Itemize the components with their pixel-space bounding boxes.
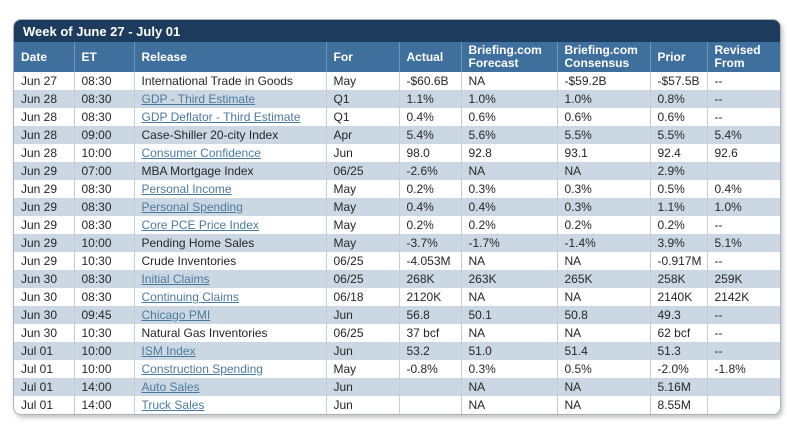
cell-consensus: 265K bbox=[557, 270, 650, 288]
cell-date: Jun 30 bbox=[14, 306, 74, 324]
table-row bbox=[14, 198, 781, 216]
cell-date: Jun 30 bbox=[14, 324, 74, 342]
cell-release bbox=[134, 90, 326, 108]
cell-forecast: 0.2% bbox=[461, 216, 557, 234]
cell-for: 06/25 bbox=[326, 252, 399, 270]
cell-consensus: NA bbox=[557, 252, 650, 270]
cell-date: Jun 29 bbox=[14, 162, 74, 180]
cell-revised: -- bbox=[714, 308, 723, 322]
cell-consensus: 51.4 bbox=[557, 342, 650, 360]
cell-revised: -- bbox=[714, 110, 723, 124]
cell-et: 10:00 bbox=[74, 144, 134, 162]
cell-forecast: NA bbox=[461, 72, 557, 90]
table-row bbox=[14, 216, 781, 234]
cell-for: Jun bbox=[326, 342, 399, 360]
cell-for: 06/18 bbox=[326, 288, 399, 306]
cell-prior: -0.917M bbox=[650, 252, 707, 270]
table-row bbox=[14, 342, 781, 360]
cell-consensus: 0.5% bbox=[557, 360, 650, 378]
cell-prior: 0.8% bbox=[650, 90, 707, 108]
cell-release bbox=[134, 360, 326, 378]
column-header-release: Release bbox=[134, 42, 326, 72]
cell-actual: 5.4% bbox=[399, 126, 461, 144]
cell-date: Jun 29 bbox=[14, 234, 74, 252]
cell-actual: -4.053M bbox=[399, 252, 461, 270]
cell-prior: 0.6% bbox=[650, 108, 707, 126]
cell-consensus: 93.1 bbox=[557, 144, 650, 162]
table-row bbox=[14, 306, 781, 324]
release-link[interactable]: Truck Sales bbox=[141, 398, 205, 412]
cell-et: 10:30 bbox=[74, 252, 134, 270]
cell-actual: 268K bbox=[399, 270, 461, 288]
cell-actual: 0.2% bbox=[399, 216, 461, 234]
cell-consensus: NA bbox=[557, 288, 650, 306]
cell-release bbox=[134, 234, 326, 252]
cell-et: 10:00 bbox=[74, 342, 134, 360]
cell-revised: -- bbox=[714, 254, 723, 268]
cell-et: 14:00 bbox=[74, 396, 134, 414]
cell-forecast: 51.0 bbox=[461, 342, 557, 360]
cell-consensus: -1.4% bbox=[557, 234, 650, 252]
cell-release bbox=[134, 378, 326, 396]
table-row bbox=[14, 324, 781, 342]
table-row bbox=[14, 252, 781, 270]
cell-revised: -- bbox=[714, 326, 723, 340]
column-header-for: For bbox=[326, 42, 399, 72]
cell-prior: -$57.5B bbox=[650, 72, 707, 90]
cell-actual bbox=[399, 396, 461, 414]
cell-date: Jul 01 bbox=[14, 378, 74, 396]
cell-consensus: 0.3% bbox=[557, 198, 650, 216]
cell-prior: 92.4 bbox=[650, 144, 707, 162]
cell-release bbox=[134, 306, 326, 324]
cell-actual: 53.2 bbox=[399, 342, 461, 360]
cell-prior: 0.5% bbox=[650, 180, 707, 198]
cell-for: Jun bbox=[326, 144, 399, 162]
cell-date: Jun 29 bbox=[14, 180, 74, 198]
cell-consensus: -$59.2B bbox=[557, 72, 650, 90]
table-row bbox=[14, 378, 781, 396]
cell-consensus: 5.5% bbox=[557, 126, 650, 144]
cell-et: 08:30 bbox=[74, 198, 134, 216]
cell-actual: 98.0 bbox=[399, 144, 461, 162]
cell-prior: 49.3 bbox=[650, 306, 707, 324]
cell-et: 10:00 bbox=[74, 360, 134, 378]
cell-et: 07:00 bbox=[74, 162, 134, 180]
release-link[interactable]: Continuing Claims bbox=[141, 290, 239, 304]
cell-et: 10:30 bbox=[74, 324, 134, 342]
release-text: MBA Mortgage Index bbox=[141, 164, 254, 178]
cell-consensus: 1.0% bbox=[557, 90, 650, 108]
cell-revised: -- bbox=[714, 218, 723, 232]
cell-prior: -2.0% bbox=[650, 360, 707, 378]
table-row bbox=[14, 180, 781, 198]
cell-revised: -1.8% bbox=[714, 362, 746, 376]
cell-release bbox=[134, 252, 326, 270]
cell-actual bbox=[399, 378, 461, 396]
cell-et: 09:00 bbox=[74, 126, 134, 144]
cell-consensus: NA bbox=[557, 162, 650, 180]
cell-prior: 2140K bbox=[650, 288, 707, 306]
release-text: Pending Home Sales bbox=[141, 236, 255, 250]
table-row bbox=[14, 270, 781, 288]
cell-prior: 258K bbox=[650, 270, 707, 288]
release-text: Natural Gas Inventories bbox=[141, 326, 268, 340]
cell-release bbox=[134, 126, 326, 144]
cell-et: 09:45 bbox=[74, 306, 134, 324]
cell-revised bbox=[707, 378, 781, 396]
cell-forecast: 5.6% bbox=[461, 126, 557, 144]
cell-forecast: 1.0% bbox=[461, 90, 557, 108]
cell-forecast: -1.7% bbox=[461, 234, 557, 252]
cell-release bbox=[134, 216, 326, 234]
cell-revised: 5.1% bbox=[714, 236, 742, 250]
release-link[interactable]: Initial Claims bbox=[141, 272, 210, 286]
cell-forecast: 263K bbox=[461, 270, 557, 288]
calendar-week-title: Week of June 27 - July 01 bbox=[14, 20, 780, 42]
cell-consensus: 50.8 bbox=[557, 306, 650, 324]
cell-date: Jun 28 bbox=[14, 144, 74, 162]
cell-release bbox=[134, 108, 326, 126]
cell-actual: 0.4% bbox=[399, 198, 461, 216]
cell-prior: 62 bcf bbox=[650, 324, 707, 342]
release-text: Case-Shiller 20-city Index bbox=[141, 128, 279, 142]
cell-actual: 2120K bbox=[399, 288, 461, 306]
cell-date: Jun 27 bbox=[14, 72, 74, 90]
table-row bbox=[14, 126, 781, 144]
table-row bbox=[14, 234, 781, 252]
cell-consensus: 0.3% bbox=[557, 180, 650, 198]
cell-et: 08:30 bbox=[74, 270, 134, 288]
cell-forecast: NA bbox=[461, 324, 557, 342]
cell-for: 06/25 bbox=[326, 162, 399, 180]
cell-for: May bbox=[326, 234, 399, 252]
cell-et: 08:30 bbox=[74, 288, 134, 306]
cell-consensus: NA bbox=[557, 378, 650, 396]
cell-release bbox=[134, 396, 326, 414]
cell-release bbox=[134, 288, 326, 306]
cell-et: 08:30 bbox=[74, 108, 134, 126]
cell-revised: 2142K bbox=[714, 290, 750, 304]
cell-revised: -- bbox=[714, 74, 723, 88]
release-text: International Trade in Goods bbox=[141, 74, 293, 88]
release-link[interactable]: ISM Index bbox=[141, 344, 196, 358]
cell-prior: 0.2% bbox=[650, 216, 707, 234]
cell-consensus: 0.6% bbox=[557, 108, 650, 126]
cell-et: 08:30 bbox=[74, 216, 134, 234]
cell-revised: 5.4% bbox=[714, 128, 742, 142]
cell-for: 06/25 bbox=[326, 324, 399, 342]
cell-forecast: 92.8 bbox=[461, 144, 557, 162]
table-row bbox=[14, 72, 781, 90]
cell-actual: 56.8 bbox=[399, 306, 461, 324]
cell-prior: 8.55M bbox=[650, 396, 707, 414]
table-row bbox=[14, 288, 781, 306]
cell-date: Jun 30 bbox=[14, 288, 74, 306]
cell-actual: -3.7% bbox=[399, 234, 461, 252]
cell-revised: 0.4% bbox=[714, 182, 742, 196]
cell-date: Jul 01 bbox=[14, 360, 74, 378]
cell-release bbox=[134, 162, 326, 180]
column-header-revised: Revised From bbox=[707, 42, 781, 72]
cell-et: 08:30 bbox=[74, 180, 134, 198]
cell-release bbox=[134, 144, 326, 162]
cell-forecast: 0.3% bbox=[461, 180, 557, 198]
cell-for: Q1 bbox=[326, 90, 399, 108]
cell-actual: 37 bcf bbox=[399, 324, 461, 342]
cell-date: Jul 01 bbox=[14, 342, 74, 360]
table-row bbox=[14, 162, 781, 180]
cell-for: May bbox=[326, 360, 399, 378]
cell-et: 08:30 bbox=[74, 72, 134, 90]
cell-consensus: 0.2% bbox=[557, 216, 650, 234]
release-link[interactable]: Core PCE Price Index bbox=[141, 218, 259, 232]
table-row bbox=[14, 396, 781, 414]
release-link[interactable]: Personal Income bbox=[141, 182, 232, 196]
release-link[interactable]: GDP - Third Estimate bbox=[141, 92, 256, 106]
economic-calendar-table bbox=[14, 42, 781, 414]
cell-for: May bbox=[326, 198, 399, 216]
cell-forecast: 0.4% bbox=[461, 198, 557, 216]
cell-forecast: NA bbox=[461, 288, 557, 306]
column-header-forecast: Briefing.com Forecast bbox=[461, 42, 557, 72]
cell-forecast: NA bbox=[461, 252, 557, 270]
cell-consensus: NA bbox=[557, 396, 650, 414]
cell-for: 06/25 bbox=[326, 270, 399, 288]
cell-actual: 0.2% bbox=[399, 180, 461, 198]
table-row bbox=[14, 360, 781, 378]
release-link[interactable]: Personal Spending bbox=[141, 200, 243, 214]
cell-for: May bbox=[326, 180, 399, 198]
table-row bbox=[14, 144, 781, 162]
cell-actual: 0.4% bbox=[399, 108, 461, 126]
cell-actual: 1.1% bbox=[399, 90, 461, 108]
release-link[interactable]: Auto Sales bbox=[141, 380, 200, 394]
cell-date: Jun 30 bbox=[14, 270, 74, 288]
column-header-actual: Actual bbox=[399, 42, 461, 72]
column-header-consensus: Briefing.com Consensus bbox=[557, 42, 650, 72]
cell-prior: 3.9% bbox=[650, 234, 707, 252]
cell-revised: 259K bbox=[714, 272, 743, 286]
cell-release bbox=[134, 342, 326, 360]
release-link[interactable]: Chicago PMI bbox=[141, 308, 211, 322]
cell-actual: -2.6% bbox=[399, 162, 461, 180]
release-link[interactable]: GDP Deflator - Third Estimate bbox=[141, 110, 301, 124]
cell-for: May bbox=[326, 216, 399, 234]
cell-forecast: 50.1 bbox=[461, 306, 557, 324]
cell-actual: -0.8% bbox=[399, 360, 461, 378]
cell-date: Jun 28 bbox=[14, 108, 74, 126]
cell-date: Jun 29 bbox=[14, 216, 74, 234]
table-body bbox=[14, 72, 781, 414]
cell-prior: 51.3 bbox=[650, 342, 707, 360]
cell-revised: 1.0% bbox=[714, 200, 742, 214]
column-header-prior: Prior bbox=[650, 42, 707, 72]
cell-for: Jun bbox=[326, 396, 399, 414]
cell-prior: 1.1% bbox=[650, 198, 707, 216]
cell-for: Q1 bbox=[326, 108, 399, 126]
cell-release bbox=[134, 270, 326, 288]
cell-forecast: 0.3% bbox=[461, 360, 557, 378]
cell-forecast: NA bbox=[461, 396, 557, 414]
cell-for: May bbox=[326, 72, 399, 90]
cell-date: Jun 29 bbox=[14, 252, 74, 270]
cell-release bbox=[134, 324, 326, 342]
cell-date: Jun 28 bbox=[14, 90, 74, 108]
cell-et: 14:00 bbox=[74, 378, 134, 396]
table-row bbox=[14, 90, 781, 108]
cell-prior: 2.9% bbox=[650, 162, 707, 180]
release-link[interactable]: Consumer Confidence bbox=[141, 146, 261, 160]
cell-release bbox=[134, 180, 326, 198]
table-header bbox=[14, 42, 781, 72]
cell-forecast: NA bbox=[461, 162, 557, 180]
cell-forecast: 0.6% bbox=[461, 108, 557, 126]
cell-for: Jun bbox=[326, 306, 399, 324]
release-link[interactable]: Construction Spending bbox=[141, 362, 263, 376]
table-row bbox=[14, 108, 781, 126]
cell-for: Apr bbox=[326, 126, 399, 144]
cell-prior: 5.5% bbox=[650, 126, 707, 144]
cell-revised bbox=[707, 162, 781, 180]
cell-revised: -- bbox=[714, 92, 723, 106]
cell-consensus: NA bbox=[557, 324, 650, 342]
cell-date: Jun 29 bbox=[14, 198, 74, 216]
cell-et: 10:00 bbox=[74, 234, 134, 252]
cell-revised: -- bbox=[714, 344, 723, 358]
cell-forecast: NA bbox=[461, 378, 557, 396]
cell-release bbox=[134, 72, 326, 90]
cell-actual: -$60.6B bbox=[399, 72, 461, 90]
column-header-date: Date bbox=[14, 42, 74, 72]
cell-date: Jun 28 bbox=[14, 126, 74, 144]
cell-revised: 92.6 bbox=[714, 146, 738, 160]
cell-et: 08:30 bbox=[74, 90, 134, 108]
economic-calendar bbox=[13, 19, 781, 415]
release-text: Crude Inventories bbox=[141, 254, 237, 268]
cell-for: Jun bbox=[326, 378, 399, 396]
cell-prior: 5.16M bbox=[650, 378, 707, 396]
cell-revised bbox=[707, 396, 781, 414]
cell-date: Jul 01 bbox=[14, 396, 74, 414]
column-header-et: ET bbox=[74, 42, 134, 72]
cell-release bbox=[134, 198, 326, 216]
